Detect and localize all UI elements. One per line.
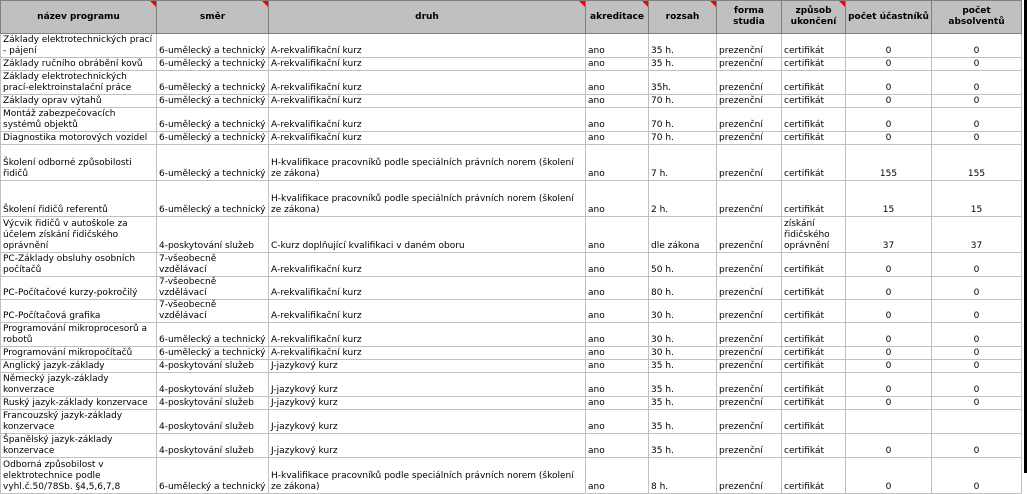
cell-completion[interactable]: certifikát: [782, 347, 846, 360]
table-row: [1, 108, 1022, 132]
cell-graduates[interactable]: [932, 410, 1022, 434]
cell-program-name[interactable]: Základy elektrotechnických prací - pájení: [1, 34, 157, 58]
cell-program-name[interactable]: Základy ručního obrábění kovů: [1, 58, 157, 71]
cell-participants[interactable]: 0: [846, 360, 932, 373]
cell-scope[interactable]: 35 h.: [649, 373, 717, 397]
table-row: [1, 347, 1022, 360]
cell-graduates[interactable]: 0: [932, 458, 1022, 494]
cell-completion[interactable]: certifikát: [782, 58, 846, 71]
cell-completion[interactable]: certifikát: [782, 458, 846, 494]
cell-graduates[interactable]: 0: [932, 253, 1022, 277]
cell-direction[interactable]: 7-všeobecně vzdělávací: [157, 253, 269, 277]
table-row: [1, 132, 1022, 145]
cell-graduates[interactable]: 0: [932, 300, 1022, 323]
cell-scope[interactable]: 30 h.: [649, 323, 717, 347]
cell-graduates[interactable]: 155: [932, 145, 1022, 181]
table-row: [1, 58, 1022, 71]
cell-program-name[interactable]: Španělský jazyk-základy konzervace: [1, 434, 157, 458]
table-row: [1, 34, 1022, 58]
cell-type[interactable]: A-rekvalifikační kurz: [269, 95, 586, 108]
cell-direction[interactable]: 6-umělecký a technický: [157, 58, 269, 71]
cell-direction[interactable]: 4-poskytování služeb: [157, 373, 269, 397]
cell-completion[interactable]: certifikát: [782, 132, 846, 145]
cell-scope[interactable]: 35 h.: [649, 410, 717, 434]
cell-participants[interactable]: 0: [846, 300, 932, 323]
cell-completion[interactable]: certifikát: [782, 145, 846, 181]
cell-direction[interactable]: 6-umělecký a technický: [157, 34, 269, 58]
cell-accreditation[interactable]: ano: [586, 108, 649, 132]
cell-graduates[interactable]: 0: [932, 360, 1022, 373]
cell-type[interactable]: J-jazykový kurz: [269, 360, 586, 373]
cell-completion[interactable]: certifikát: [782, 373, 846, 397]
cell-participants[interactable]: 0: [846, 95, 932, 108]
cell-accreditation[interactable]: ano: [586, 347, 649, 360]
cell-scope[interactable]: 35 h.: [649, 434, 717, 458]
cell-program-name[interactable]: Francouzský jazyk-základy konzervace: [1, 410, 157, 434]
cell-study-form[interactable]: prezenční: [717, 300, 782, 323]
cell-type[interactable]: A-rekvalifikační kurz: [269, 132, 586, 145]
cell-study-form[interactable]: prezenční: [717, 277, 782, 300]
cell-study-form[interactable]: prezenční: [717, 373, 782, 397]
cell-completion[interactable]: certifikát: [782, 300, 846, 323]
cell-program-name[interactable]: PC-Počítačová grafika: [1, 300, 157, 323]
cell-type[interactable]: H-kvalifikace pracovníků podle speciálních právních norem (školení ze zákona): [269, 181, 586, 217]
cell-program-name[interactable]: Základy oprav výtahů: [1, 95, 157, 108]
cell-graduates[interactable]: 0: [932, 347, 1022, 360]
cell-study-form[interactable]: prezenční: [717, 58, 782, 71]
cell-completion[interactable]: certifikát: [782, 277, 846, 300]
cell-type[interactable]: A-rekvalifikační kurz: [269, 71, 586, 95]
cell-direction[interactable]: 4-poskytování služeb: [157, 360, 269, 373]
cell-accreditation[interactable]: ano: [586, 145, 649, 181]
header-accreditation[interactable]: akreditace: [586, 1, 649, 34]
cell-accreditation[interactable]: ano: [586, 397, 649, 410]
table-row: [1, 410, 1022, 434]
cell-study-form[interactable]: prezenční: [717, 434, 782, 458]
table-row: [1, 145, 1022, 181]
table-row: [1, 373, 1022, 397]
cell-direction[interactable]: 6-umělecký a technický: [157, 181, 269, 217]
cell-graduates[interactable]: 15: [932, 181, 1022, 217]
cell-direction[interactable]: 4-poskytování služeb: [157, 434, 269, 458]
cell-study-form[interactable]: prezenční: [717, 108, 782, 132]
cell-direction[interactable]: 4-poskytování služeb: [157, 397, 269, 410]
cell-direction[interactable]: 6-umělecký a technický: [157, 95, 269, 108]
cell-scope[interactable]: 80 h.: [649, 277, 717, 300]
cell-direction[interactable]: 6-umělecký a technický: [157, 347, 269, 360]
cell-scope[interactable]: 35 h.: [649, 34, 717, 58]
header-row: [1, 1, 1022, 34]
header-study-form[interactable]: forma studia: [717, 1, 782, 34]
cell-accreditation[interactable]: ano: [586, 132, 649, 145]
cell-completion[interactable]: certifikát: [782, 34, 846, 58]
cell-completion[interactable]: získání řidičského oprávnění: [782, 217, 846, 253]
cell-study-form[interactable]: prezenční: [717, 145, 782, 181]
cell-participants[interactable]: 0: [846, 34, 932, 58]
cell-participants[interactable]: 155: [846, 145, 932, 181]
cell-program-name[interactable]: Školení odborné způsobilosti řidičů: [1, 145, 157, 181]
cell-scope[interactable]: 35h.: [649, 71, 717, 95]
cell-participants[interactable]: 0: [846, 397, 932, 410]
cell-accreditation[interactable]: ano: [586, 71, 649, 95]
cell-accreditation[interactable]: ano: [586, 181, 649, 217]
cell-study-form[interactable]: prezenční: [717, 132, 782, 145]
cell-program-name[interactable]: Anglický jazyk-základy: [1, 360, 157, 373]
table-row: [1, 397, 1022, 410]
cell-accreditation[interactable]: ano: [586, 434, 649, 458]
cell-program-name[interactable]: Výcvik řidičů v autoškole za účelem získání řidičského oprávnění: [1, 217, 157, 253]
cell-program-name[interactable]: PC-Počítačové kurzy-pokročilý: [1, 277, 157, 300]
cell-scope[interactable]: 70 h.: [649, 132, 717, 145]
table-row: [1, 217, 1022, 253]
cell-graduates[interactable]: 0: [932, 34, 1022, 58]
cell-type[interactable]: A-rekvalifikační kurz: [269, 34, 586, 58]
cell-direction[interactable]: 6-umělecký a technický: [157, 323, 269, 347]
cell-scope[interactable]: 35 h.: [649, 397, 717, 410]
cell-completion[interactable]: certifikát: [782, 95, 846, 108]
cell-scope[interactable]: 70 h.: [649, 95, 717, 108]
cell-type[interactable]: J-jazykový kurz: [269, 410, 586, 434]
cell-type[interactable]: J-jazykový kurz: [269, 373, 586, 397]
cell-participants[interactable]: 0: [846, 253, 932, 277]
cell-accreditation[interactable]: ano: [586, 34, 649, 58]
cell-graduates[interactable]: 0: [932, 95, 1022, 108]
cell-participants[interactable]: 0: [846, 132, 932, 145]
cell-program-name[interactable]: Školení řidičů referentů: [1, 181, 157, 217]
cell-participants[interactable]: 0: [846, 58, 932, 71]
cell-direction[interactable]: 6-umělecký a technický: [157, 71, 269, 95]
cell-participants[interactable]: 0: [846, 458, 932, 494]
header-completion[interactable]: způsob ukončení: [782, 1, 846, 34]
cell-completion[interactable]: certifikát: [782, 397, 846, 410]
cell-accreditation[interactable]: ano: [586, 95, 649, 108]
cell-accreditation[interactable]: ano: [586, 277, 649, 300]
cell-completion[interactable]: certifikát: [782, 108, 846, 132]
cell-study-form[interactable]: prezenční: [717, 397, 782, 410]
table-body: [1, 34, 1022, 494]
cell-scope[interactable]: dle zákona: [649, 217, 717, 253]
cell-participants[interactable]: 0: [846, 108, 932, 132]
cell-accreditation[interactable]: ano: [586, 300, 649, 323]
table-row: [1, 71, 1022, 95]
cell-direction[interactable]: 6-umělecký a technický: [157, 108, 269, 132]
cell-graduates[interactable]: 0: [932, 373, 1022, 397]
cell-participants[interactable]: 15: [846, 181, 932, 217]
cell-graduates[interactable]: 0: [932, 58, 1022, 71]
cell-program-name[interactable]: Odborná způsobilost v elektrotechnice podle vyhl.č.50/78Sb. §4,5,6,7,8: [1, 458, 157, 494]
cell-scope[interactable]: 30 h.: [649, 300, 717, 323]
cell-completion[interactable]: certifikát: [782, 410, 846, 434]
table-row: [1, 434, 1022, 458]
cell-scope[interactable]: 35 h.: [649, 58, 717, 71]
cell-accreditation[interactable]: ano: [586, 410, 649, 434]
cell-participants[interactable]: 0: [846, 71, 932, 95]
cell-scope[interactable]: 70 h.: [649, 108, 717, 132]
cell-program-name[interactable]: Německý jazyk-základy konverzace: [1, 373, 157, 397]
table-row: [1, 253, 1022, 277]
cell-type[interactable]: A-rekvalifikační kurz: [269, 347, 586, 360]
cell-scope[interactable]: 2 h.: [649, 181, 717, 217]
cell-participants[interactable]: 0: [846, 323, 932, 347]
cell-scope[interactable]: 7 h.: [649, 145, 717, 181]
cell-program-name[interactable]: Základy elektrotechnických prací-elektroinstalační práce: [1, 71, 157, 95]
cell-type[interactable]: C-kurz doplňující kvalifikaci v daném oboru: [269, 217, 586, 253]
cell-participants[interactable]: 37: [846, 217, 932, 253]
cell-graduates[interactable]: 37: [932, 217, 1022, 253]
cell-accreditation[interactable]: ano: [586, 253, 649, 277]
cell-type[interactable]: J-jazykový kurz: [269, 397, 586, 410]
cell-accreditation[interactable]: ano: [586, 217, 649, 253]
table-row: [1, 181, 1022, 217]
cell-program-name[interactable]: PC-Základy obsluhy osobních počítačů: [1, 253, 157, 277]
header-graduates[interactable]: počet absolventů: [932, 1, 1022, 34]
cell-participants[interactable]: 0: [846, 277, 932, 300]
cell-study-form[interactable]: prezenční: [717, 253, 782, 277]
cell-direction[interactable]: 6-umělecký a technický: [157, 145, 269, 181]
cell-participants[interactable]: [846, 410, 932, 434]
cell-scope[interactable]: 35 h.: [649, 360, 717, 373]
cell-study-form[interactable]: prezenční: [717, 410, 782, 434]
cell-type[interactable]: H-kvalifikace pracovníků podle speciálních právních norem (školení ze zákona): [269, 145, 586, 181]
cell-accreditation[interactable]: ano: [586, 58, 649, 71]
cell-scope[interactable]: 8 h.: [649, 458, 717, 494]
cell-graduates[interactable]: 0: [932, 132, 1022, 145]
cell-accreditation[interactable]: ano: [586, 458, 649, 494]
cell-accreditation[interactable]: ano: [586, 360, 649, 373]
cell-study-form[interactable]: prezenční: [717, 71, 782, 95]
cell-program-name[interactable]: Programování mikroprocesorů a robotů: [1, 323, 157, 347]
cell-study-form[interactable]: prezenční: [717, 360, 782, 373]
cell-type[interactable]: H-kvalifikace pracovníků podle speciálních právních norem (školení ze zákona): [269, 458, 586, 494]
cell-participants[interactable]: 0: [846, 347, 932, 360]
cell-participants[interactable]: 0: [846, 434, 932, 458]
cell-participants[interactable]: 0: [846, 373, 932, 397]
cell-direction[interactable]: 6-umělecký a technický: [157, 458, 269, 494]
cell-accreditation[interactable]: ano: [586, 373, 649, 397]
cell-direction[interactable]: 7-všeobecně vzdělávací: [157, 277, 269, 300]
cell-type[interactable]: A-rekvalifikační kurz: [269, 323, 586, 347]
cell-direction[interactable]: 4-poskytování služeb: [157, 410, 269, 434]
cell-accreditation[interactable]: ano: [586, 323, 649, 347]
cell-graduates[interactable]: 0: [932, 397, 1022, 410]
table-row: [1, 300, 1022, 323]
cell-type[interactable]: A-rekvalifikační kurz: [269, 277, 586, 300]
cell-direction[interactable]: 6-umělecký a technický: [157, 132, 269, 145]
table-row: [1, 95, 1022, 108]
cell-completion[interactable]: certifikát: [782, 323, 846, 347]
cell-graduates[interactable]: 0: [932, 108, 1022, 132]
cell-scope[interactable]: 30 h.: [649, 347, 717, 360]
cell-study-form[interactable]: prezenční: [717, 347, 782, 360]
cell-program-name[interactable]: Programování mikropočítačů: [1, 347, 157, 360]
header-participants[interactable]: počet účastníků: [846, 1, 932, 34]
table-row: [1, 323, 1022, 347]
header-type[interactable]: druh: [269, 1, 586, 34]
cell-program-name[interactable]: Montáž zabezpečovacích systémů objektů: [1, 108, 157, 132]
table-row: [1, 277, 1022, 300]
cell-scope[interactable]: 50 h.: [649, 253, 717, 277]
cell-completion[interactable]: certifikát: [782, 71, 846, 95]
cell-type[interactable]: A-rekvalifikační kurz: [269, 108, 586, 132]
table-row: [1, 360, 1022, 373]
header-program-name[interactable]: název programu: [1, 1, 157, 34]
cell-direction[interactable]: 7-všeobecně vzdělávací: [157, 300, 269, 323]
cell-completion[interactable]: certifikát: [782, 253, 846, 277]
cell-study-form[interactable]: prezenční: [717, 34, 782, 58]
cell-completion[interactable]: certifikát: [782, 360, 846, 373]
cell-study-form[interactable]: prezenční: [717, 181, 782, 217]
cell-type[interactable]: A-rekvalifikační kurz: [269, 300, 586, 323]
cell-study-form[interactable]: prezenční: [717, 217, 782, 253]
cell-graduates[interactable]: 0: [932, 71, 1022, 95]
cell-study-form[interactable]: prezenční: [717, 323, 782, 347]
header-direction[interactable]: směr: [157, 1, 269, 34]
header-scope[interactable]: rozsah: [649, 1, 717, 34]
cell-program-name[interactable]: Ruský jazyk-základy konzervace: [1, 397, 157, 410]
cell-study-form[interactable]: prezenční: [717, 95, 782, 108]
cell-graduates[interactable]: 0: [932, 323, 1022, 347]
cell-completion[interactable]: certifikát: [782, 434, 846, 458]
cell-program-name[interactable]: Diagnostika motorových vozidel: [1, 132, 157, 145]
table-row: [1, 458, 1022, 494]
cell-graduates[interactable]: 0: [932, 434, 1022, 458]
cell-type[interactable]: A-rekvalifikační kurz: [269, 253, 586, 277]
cell-completion[interactable]: certifikát: [782, 181, 846, 217]
cell-type[interactable]: A-rekvalifikační kurz: [269, 58, 586, 71]
cell-direction[interactable]: 4-poskytování služeb: [157, 217, 269, 253]
cell-study-form[interactable]: prezenční: [717, 458, 782, 494]
cell-type[interactable]: J-jazykový kurz: [269, 434, 586, 458]
cell-graduates[interactable]: 0: [932, 277, 1022, 300]
